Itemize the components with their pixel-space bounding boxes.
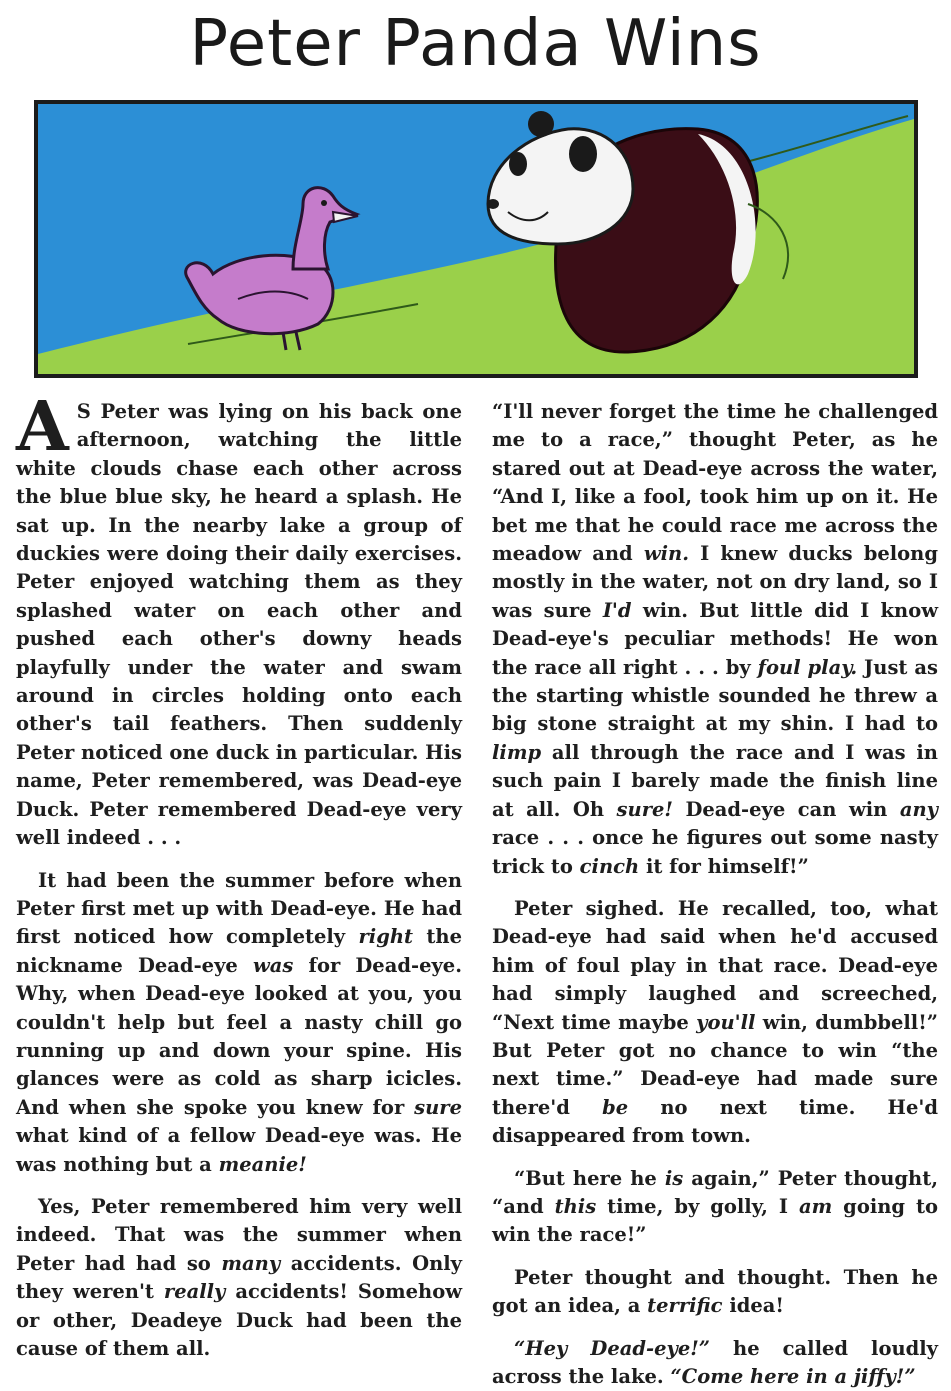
text-emphasis: really: [163, 1280, 226, 1304]
paragraph-text: S Peter was lying on his back one afternoon, watching the little white clouds chase each other across the blue blue sky, he heard a splash. He sat up. In the nearby lake a group of duckies were doing their daily exercises. Peter enjoyed watching them as they splashed water on each other and pushed each other's downy heads playfully under the water and swam around in circles holding onto each other's tail feathers. Then suddenly Peter noticed one duck in particular. His name, Peter remembered, was Dead-eye Duck. Peter remembered Dead-eye very well indeed . . .: [16, 400, 462, 850]
text-run: race . . . once he figures out some nasty trick to: [492, 826, 938, 878]
text-run: idea!: [722, 1294, 784, 1318]
text-run: for Dead-eye. Why, when Dead-eye looked at you, you couldn't help but feel a nasty chill go running up and down your spine. His glances were as cold as sharp icicles. And when she spoke you knew for: [16, 953, 462, 1119]
text-emphasis: am: [798, 1194, 833, 1218]
text-emphasis: terrific: [647, 1294, 723, 1318]
text-emphasis: sure!: [616, 797, 673, 821]
panda-eye-patch: [569, 136, 597, 172]
story-paragraph: [492, 1264, 938, 1321]
text-run: win, dumbbell!” But Peter got no chance to win “the next time.” Dead-eye had made sure there'd: [492, 1010, 938, 1119]
text-run: again,” Peter thought, “and: [492, 1166, 938, 1218]
text-emphasis: limp: [492, 740, 542, 764]
text-run: accidents! Somehow or other, Deadeye Duck had been the cause of them all.: [16, 1280, 463, 1360]
text-run: “But here he: [514, 1166, 665, 1190]
story-paragraph: [492, 1335, 938, 1391]
text-emphasis: win.: [643, 542, 689, 566]
text-run: Dead-eye can win: [672, 797, 900, 821]
panda-nose: [487, 199, 499, 209]
text-emphasis: was: [252, 953, 294, 977]
text-emphasis: meanie!: [218, 1152, 307, 1176]
text-emphasis: I'd: [602, 598, 632, 622]
text-run: accidents. Only they weren't: [16, 1251, 462, 1304]
text-emphasis: any: [899, 797, 938, 821]
text-emphasis: sure: [414, 1095, 462, 1119]
text-emphasis: right: [358, 925, 414, 949]
story-column-right: [492, 398, 939, 1388]
text-run: Peter sighed. He recalled, too, what Dead-eye had said when he'd accused him of foul play in that race. Dead-eye had simply laughed and screeched, “Next time maybe: [492, 896, 938, 1034]
text-run: time, by golly, I: [596, 1194, 799, 1218]
text-run: Peter thought and thought. Then he got an idea, a: [492, 1265, 938, 1318]
text-run: Just as the starting whistle sounded he threw a big stone straight at my shin. I had to: [492, 655, 938, 736]
text-run: Yes, Peter remembered him very well indeed. That was the summer when Peter had had so: [16, 1194, 462, 1275]
panda-ear: [528, 111, 554, 137]
illustration-panel: [34, 100, 918, 378]
panda-eye-patch: [509, 152, 527, 176]
story-paragraph: [492, 398, 938, 881]
text-run: I knew ducks belong mostly in the water, not on dry land, so I was sure: [492, 542, 938, 622]
panda-and-duck-illustration: [38, 104, 914, 374]
text-emphasis: many: [221, 1251, 281, 1275]
text-emphasis: is: [664, 1166, 684, 1190]
text-run: It had been the summer before when Peter first met up with Dead-eye. He had first noticed how completely: [16, 868, 462, 949]
text-run: no next time. He'd disappeared from town.: [492, 1095, 938, 1148]
text-emphasis: cinch: [579, 854, 640, 878]
text-emphasis: this: [554, 1194, 597, 1218]
story-paragraph: [492, 895, 938, 1151]
text-run: the nickname Dead-eye: [16, 925, 462, 977]
story-paragraph: [16, 387, 462, 853]
text-emphasis: foul play.: [757, 655, 858, 679]
text-run: it for himself!”: [639, 854, 809, 878]
story-title: Peter Panda Wins: [189, 7, 762, 81]
story-paragraph: [492, 1165, 938, 1250]
text-run: win. But little did I know Dead-eye's peculiar methods! He won the race all right . . . by: [492, 598, 938, 679]
story-column-left: [16, 387, 463, 1360]
text-run: “I'll never forget the time he challenged me to a race,” thought Peter, as he stared out at Dead-eye across the water, “And I, like a fool, took him up on it. He bet me that he could race me across the meadow and: [492, 400, 938, 566]
text-run: what kind of a fellow Dead-eye was. He was nothing but a: [16, 1124, 462, 1176]
text-emphasis: you'll: [696, 1010, 756, 1034]
text-run: he called loudly across the lake.: [492, 1336, 939, 1388]
text-run: all through the race and I was in such pain I barely made the finish line at all. Oh: [492, 740, 938, 821]
text-run: going to win the race!”: [492, 1194, 938, 1247]
duck-eye: [321, 200, 327, 206]
story-paragraph: [16, 1193, 462, 1363]
text-emphasis: “Come here in a jiffy!”: [670, 1365, 916, 1388]
text-emphasis: “Hey Dead-eye!”: [514, 1336, 711, 1360]
story-paragraph: [16, 867, 462, 1179]
text-emphasis: be: [602, 1095, 629, 1119]
drop-cap: A: [16, 387, 69, 467]
